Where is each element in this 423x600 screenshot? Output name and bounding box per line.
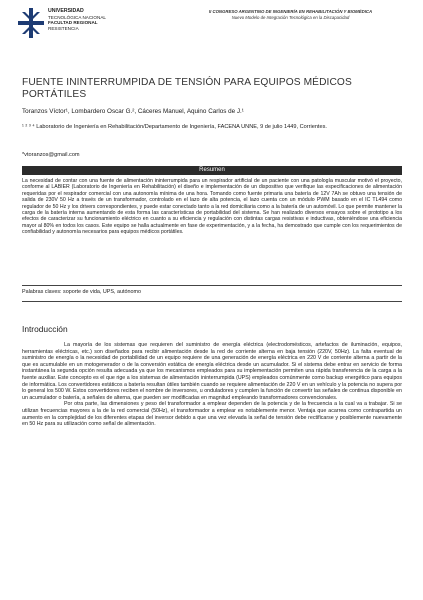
author-list: Toranzos Víctor¹, Lombardero Oscar G.², Cáceres Manuel, Aquino Carlos de J.¹ (22, 108, 244, 115)
conference-line: II CONGRESO ARGENTINO DE INGENIERÍA EN REHABILITACIÓN Y BIOMÉDICA (208, 9, 373, 14)
divider (22, 285, 402, 286)
body-text (22, 342, 402, 428)
abstract-heading-bar (22, 166, 402, 175)
university-name (48, 9, 106, 31)
abstract-heading: Resumen (199, 167, 225, 173)
conference-subtitle: Nuevo Modelo de Integración Tecnológica en la Discapacidad (231, 14, 350, 20)
university-line: UNIVERSIDAD (48, 8, 84, 14)
section-heading: Introducción (22, 324, 68, 334)
affiliation: ¹ ² ³ ⁴ Laboratorio de Ingeniería en Rehabilitación/Departamento de Ingeniería, FACENA UNNE, 9 de julio 1449, Corrientes. (22, 124, 327, 130)
conference-header (168, 9, 413, 20)
keywords: Palabras claves: soporte de vida, UPS, autónomo (22, 289, 141, 295)
university-line: TECNOLÓGICA NACIONAL (48, 14, 106, 20)
page-header (18, 6, 408, 58)
abstract-text: La necesidad de contar con una fuente de alimentación ininterrumpida para un respirador artificial de un paciente con una patología muscular motivó el proyecto, conforme al LABIER (Laboratorio de Ingeniería en Rehabilitación) el diseño e implementación de un dispositivo que verifique las especificaciones de alimentación requeridas por el respirador comercial con una autonomía mínima de una hora. Tomando como fuente primaria una batería de 12V 7Ah se obtuvo una tensión de salida de 230V 50 Hz a través de un transformador, controlado en el lazo de alta potencia, el lazo cuenta con un módulo PWM basado en el IC TL494 como regulador de 50 Hz y los drivers correspondientes, y puede estar conectado tanto a la red domiciliaria como a la batería de un automóvil. Lo que permite mantener la carga de la batería interna aumentando de esta forma las características de portabilidad del sistema. Se han realizado diversos ensayos sobre el prototipo a los efectos de caracterizar su funcionamiento eléctrico en cuanto a su eficiencia y regulación con distintas cargas resistivas e inductivas, obteniéndose una eficiencia mayor al 80% en todos los casos. Este equipo se halla actualmente en fase de experimentación, y a la fecha, ha demostrado que cumple con los requerimientos de confiabilidad y autonomía necesarios para equipos médicos portátiles. (22, 178, 402, 236)
paper-title: FUENTE ININTERRUMPIDA DE TENSIÓN PARA EQUIPOS MÉDICOS PORTÁTILES (22, 77, 352, 100)
university-line: FACULTAD REGIONAL (48, 20, 98, 26)
university-line: RESISTENCIA (48, 25, 79, 31)
contact-email[interactable]: *vtoranzos@gmail.com (22, 152, 80, 158)
paragraph: Por otra parte, las dimensiones y peso del transformador a emplear dependen de la potencia y de la frecuencia a la cual va a trabajar. Si se utilizan frecuencias mayores a la de la red comercial (50Hz), el transformador a emplear es notablemente menor. Ventaja que acarrea como contrapartida un aumento en la complejidad de los diferentes etapas del inversor debido a que una vez elevada la señal de tensión debe rectificarse y posiblemente nuevamente en 50 Hz para su utilización como señal de alimentación. (22, 401, 402, 428)
university-logo (18, 8, 44, 38)
divider (22, 301, 402, 302)
paragraph: La mayoría de los sistemas que requieren del suministro de energía eléctrica (electrodomésticos, artefactos de iluminación, equipos, herramientas eléctricas, etc.) son diseñados para recibir alimentación desde la red de corriente alterna en baja tensión (220V, 50Hz). La falta eventual de suministro de energía o la necesidad de portabilidad de un equipo requiere de una generación de energía eléctrica en 220 V de corriente alterna a partir de la que es acumulable en un motogenerador o de la conversión estática de energía eléctrica desde un acumulador. Si el sistema debe entrar en servicio de forma instantánea la segunda opción resulta adecuada ya que los mecanismos empleados para su implementación permiten una rápida transferencia de la carga a la fuente auxiliar. Este concepto es el que rige a los sistemas de alimentación ininterrumpida (UPS) empleados comúnmente como backup energético para equipos de informática. Los convertidores estáticos a batería resultan útiles también cuando se requiere alimentación de 220 V en un vehículo y la potencia no supera por lo general los 500 W. Estos convertidores reciben el nombre de inversores, u onduladores y cumplen la función de convertir las señales de continua disponible en un acumulador o batería, a señales de alterna, que pueden ser modificadas en magnitud empleando transformadores convencionales. (22, 342, 402, 401)
